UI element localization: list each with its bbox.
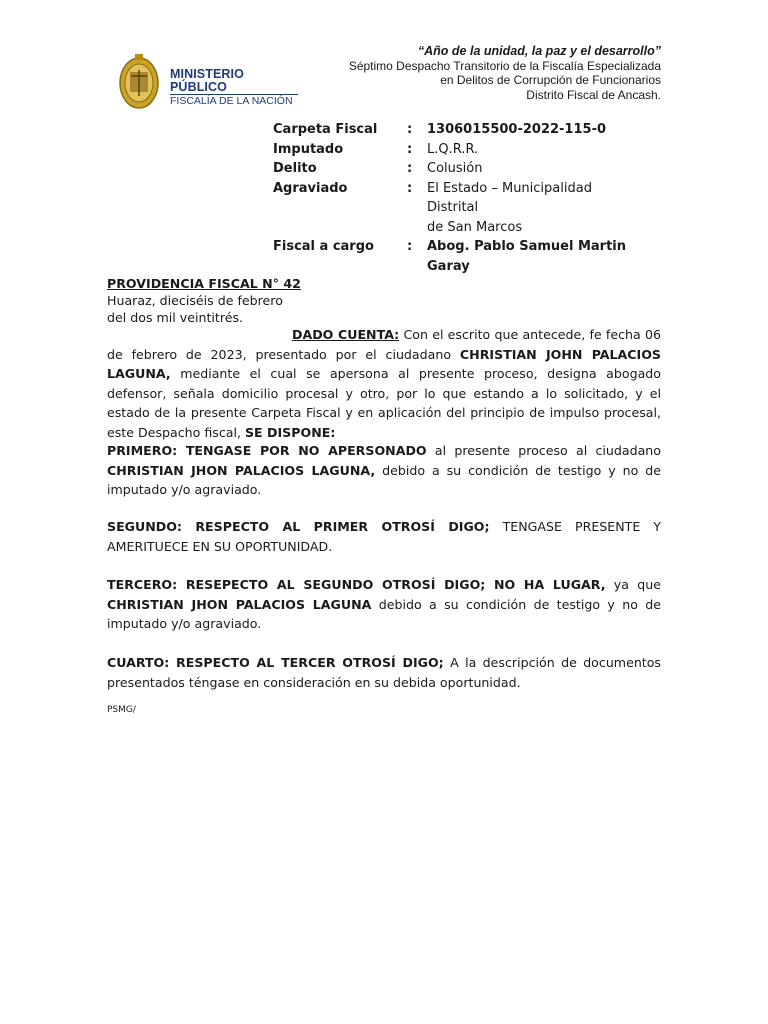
office-line-3: Distrito Fiscal de Ancash.	[526, 87, 661, 102]
segundo-text: TENGASE PRESENTE Y AMERITUECE EN SU OPORTUNIDAD.	[107, 519, 661, 554]
logo-line-1: MINISTERIO PÚBLICO	[170, 67, 244, 94]
case-info-table	[273, 120, 647, 276]
row-delito	[273, 159, 647, 179]
place-date-line-2: del dos mil veintitrés.	[107, 310, 244, 325]
row-carpeta	[273, 120, 647, 140]
office-line-2: en Delitos de Corrupción de Funcionarios	[440, 73, 661, 88]
colon: :	[407, 239, 413, 254]
author-initials: PSMG/	[107, 705, 136, 715]
agraviado-label: Agraviado	[273, 180, 348, 196]
office-line-1: Séptimo Despacho Transitorio de la Fiscalía Especializada	[348, 58, 661, 73]
segundo-label: SEGUNDO: RESPECTO AL PRIMER OTROSÍ DIGO;	[107, 519, 490, 534]
dado-text-1: Con el escrito que antecede, fe fecha 06 de febrero de 2023, presentado por el ciudadano	[107, 327, 661, 362]
agraviado-value	[427, 179, 647, 238]
colon: :	[407, 122, 413, 137]
delito-value: Colusión	[427, 161, 483, 176]
primero-text-2: debido a su condición de testigo y no de imputado y/o agraviado.	[107, 462, 661, 497]
fiscal-value	[427, 237, 647, 276]
primero-label: PRIMERO: TENGASE POR NO APERSONADO	[107, 443, 427, 458]
providencia-heading	[107, 275, 301, 326]
cuarto-label: CUARTO: RESPECTO AL TERCER OTROSÍ DIGO;	[107, 655, 444, 670]
primero-text-1: al presente proceso al ciudadano	[426, 443, 661, 458]
row-imputado	[273, 140, 647, 160]
tercero-paragraph	[107, 575, 661, 634]
seal-icon	[118, 52, 160, 110]
tercero-text-2: debido a su condición de testigo y no de imputado y/o agraviado.	[107, 596, 662, 631]
agraviado-value-line-2: de San Marcos	[427, 219, 523, 235]
row-fiscal	[273, 237, 647, 276]
fiscal-label: Fiscal a cargo	[273, 239, 374, 254]
logo-line-2: FISCALÍA DE LA NACIÓN	[170, 94, 298, 107]
primero-paragraph	[107, 441, 661, 500]
colon: :	[407, 141, 413, 157]
carpeta-value: 1306015500-2022-115-0	[427, 122, 607, 137]
fiscal-value-line-1: Abog. Pablo Samuel Martin	[427, 239, 627, 254]
segundo-paragraph	[107, 517, 661, 556]
dado-cuenta-label: DADO CUENTA:	[292, 327, 400, 342]
primero-name: CHRISTIAN JHON PALACIOS LAGUNA,	[107, 462, 376, 478]
imputado-value: L.Q.R.R.	[427, 141, 479, 157]
row-agraviado	[273, 179, 647, 238]
delito-label: Delito	[273, 161, 317, 176]
dado-cuenta-paragraph	[107, 325, 661, 442]
institution-logo	[118, 50, 298, 112]
agraviado-value-line-1: El Estado – Municipalidad Distrital	[427, 180, 592, 215]
document-header	[349, 44, 661, 102]
tercero-text-1: ya que	[605, 577, 661, 592]
dado-text-2: mediante el cual se apersona al presente proceso, designa abogado defensor, señala domicilio procesal y otro, por lo que estando a lo solicitado, y el estado de la presente Carpeta Fiscal y en aplicación del principio de impulso procesal, este Despacho fiscal,	[107, 366, 661, 440]
fiscal-value-line-2: Garay	[427, 258, 470, 274]
dado-name: CHRISTIAN JOHN PALACIOS LAGUNA,	[107, 346, 662, 381]
imputado-label: Imputado	[273, 141, 344, 157]
cuarto-paragraph	[107, 653, 661, 692]
colon: :	[407, 180, 413, 196]
place-date-line-1: Huaraz, dieciséis de febrero	[107, 293, 283, 308]
colon: :	[407, 161, 413, 176]
se-dispone: SE DISPONE:	[244, 424, 336, 440]
carpeta-label: Carpeta Fiscal	[273, 122, 378, 137]
providencia-title: PROVIDENCIA FISCAL N° 42	[107, 276, 301, 291]
year-motto: “Año de la unidad, la paz y el desarrollo”	[417, 44, 661, 58]
tercero-name: CHRISTIAN JHON PALACIOS LAGUNA	[107, 596, 372, 612]
tercero-label: TERCERO: RESEPECTO AL SEGUNDO OTROSÍ DIGO; NO HA LUGAR,	[107, 577, 606, 592]
cuarto-text: A la descripción de documentos presentados téngase en consideración en su debida oportunidad.	[107, 655, 661, 690]
